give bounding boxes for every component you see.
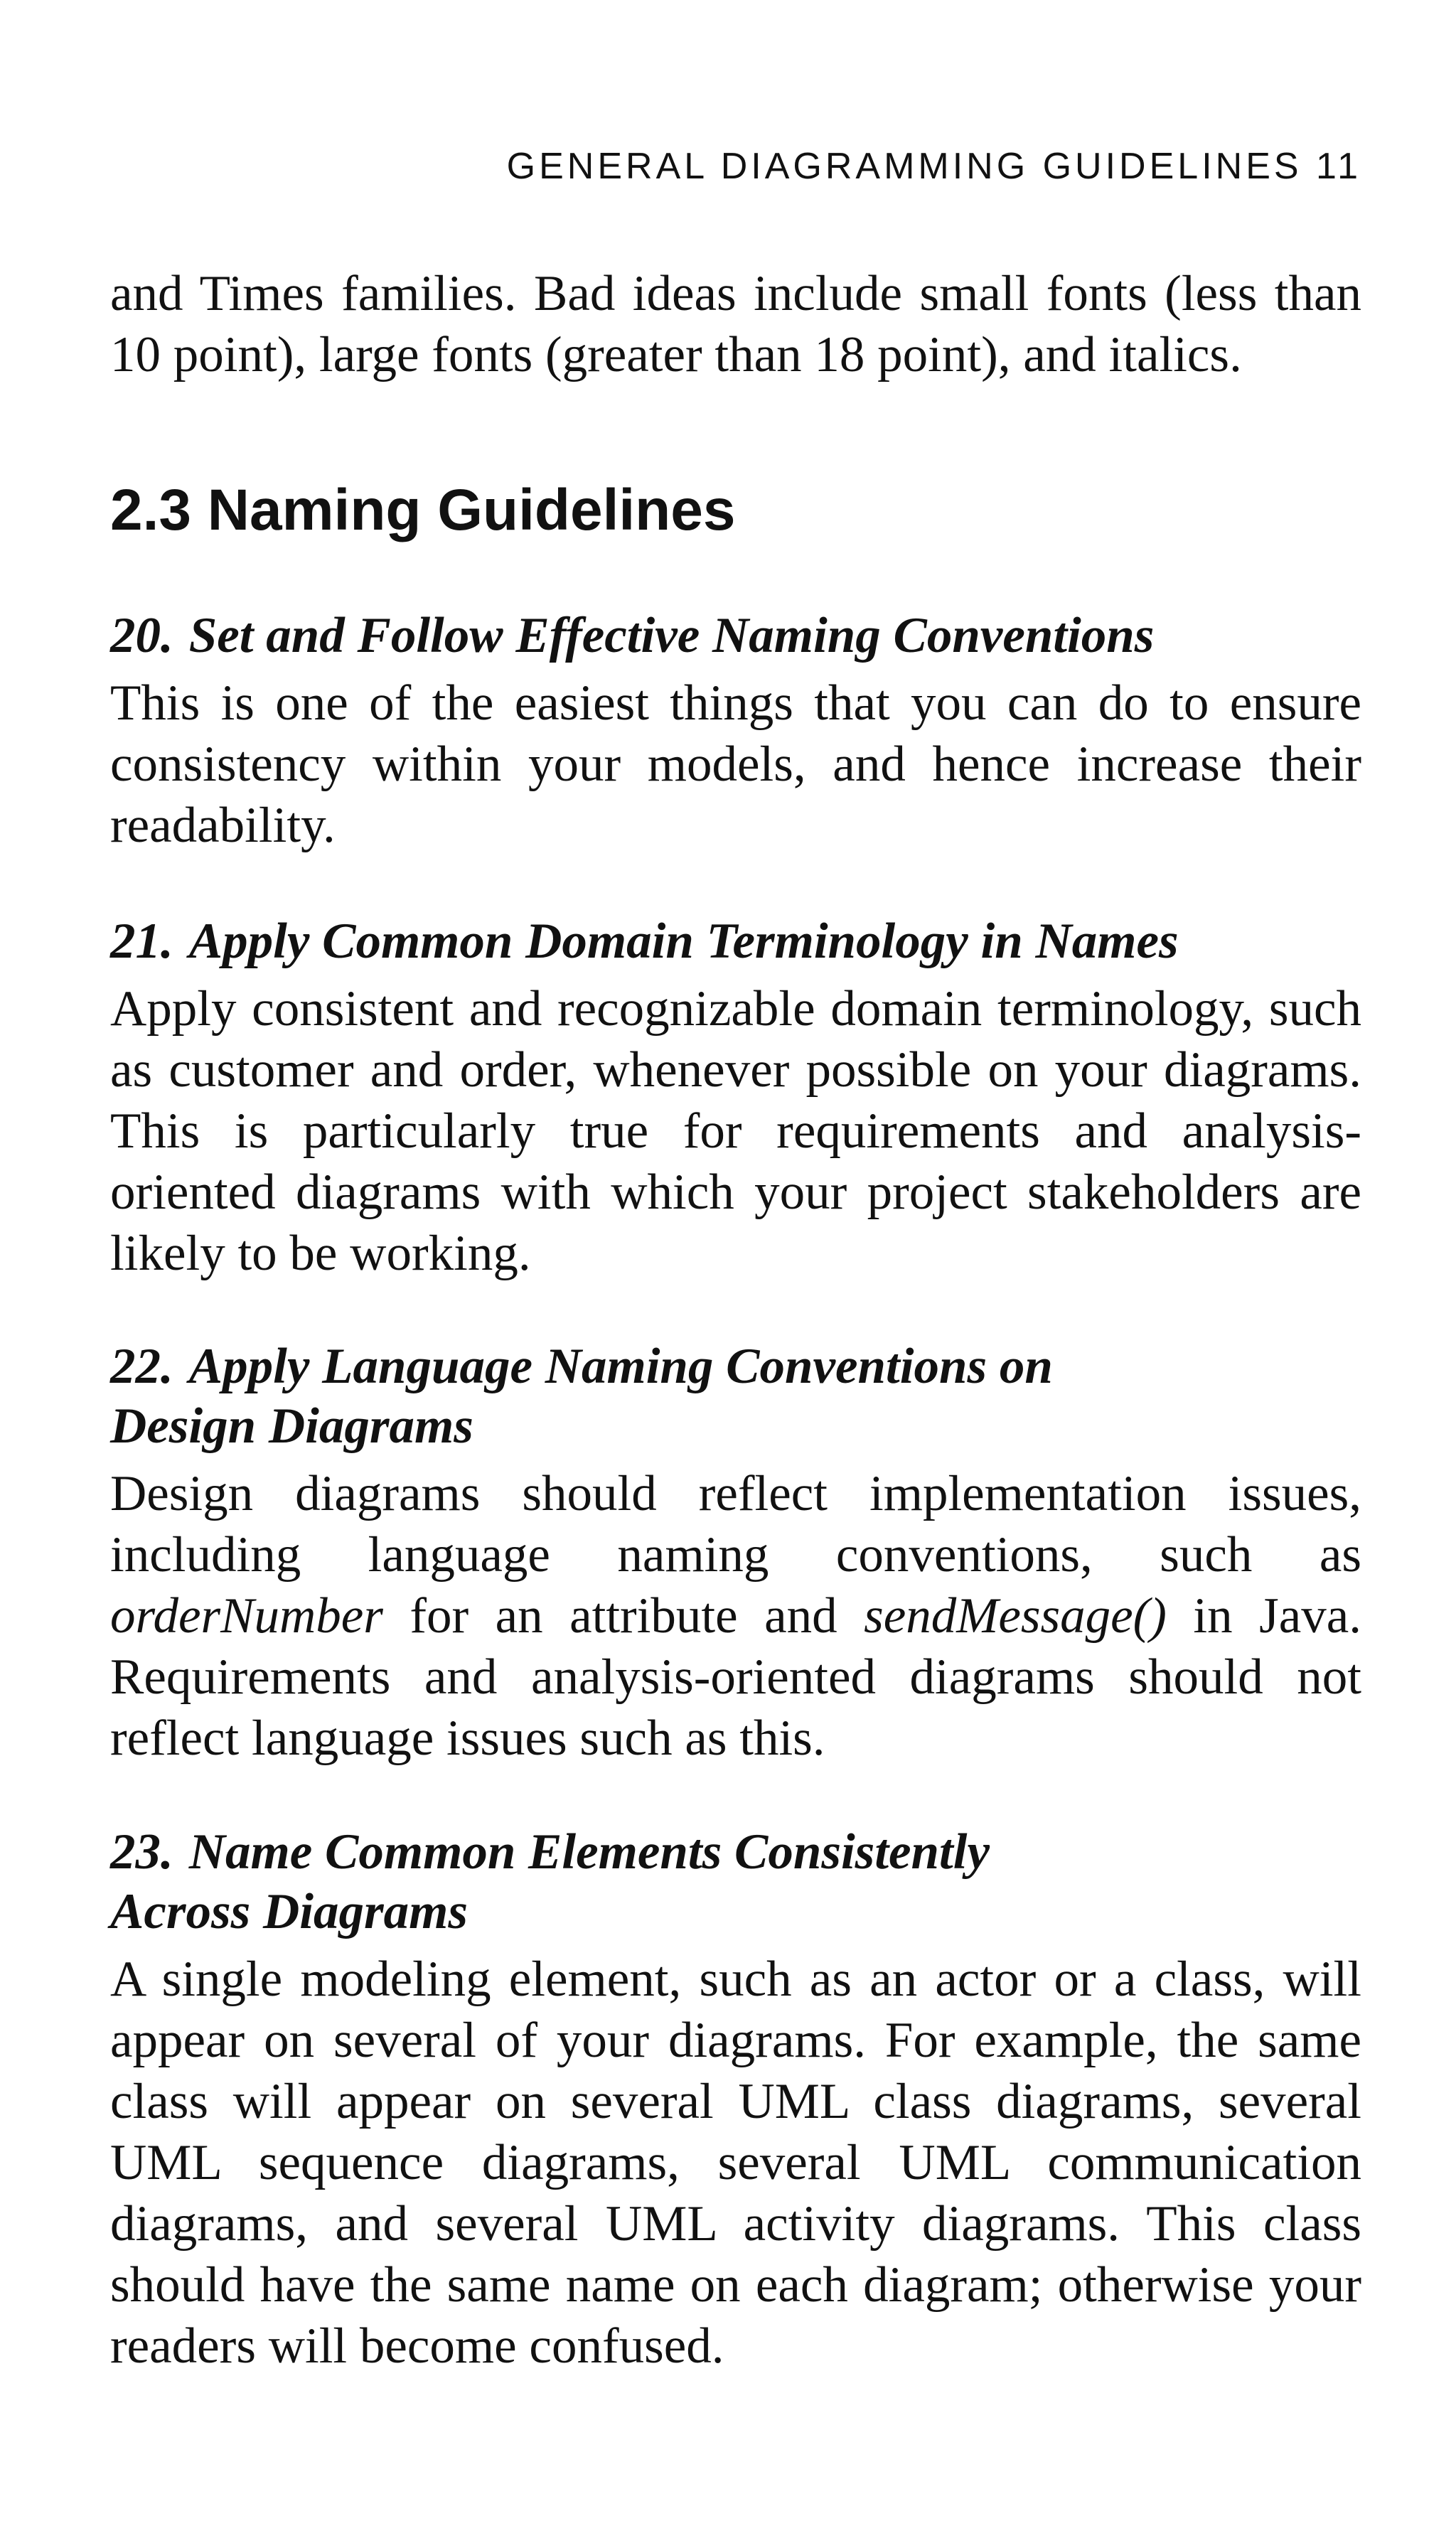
guideline-title: Apply Common Domain Terminology in Names [188, 914, 1179, 969]
guideline-20 [110, 606, 1361, 856]
guideline-body [110, 1463, 1361, 1769]
running-head: GENERAL DIAGRAMMING GUIDELINES 11 [506, 146, 1361, 187]
guideline-title-line-2: Across Diagrams [110, 1884, 468, 1939]
body-text-segment: Design diagrams should reflect implementation issues, including language naming conventions, such as [110, 1466, 1361, 1583]
guideline-number: 22. [110, 1339, 173, 1394]
guideline-22 [110, 1337, 1361, 1769]
guideline-number: 21. [110, 914, 173, 969]
body-text-segment: for an attribute and [382, 1588, 864, 1644]
guideline-body: This is one of the easiest things that you can do to ensure consistency within your models, and hence increase their readability. [110, 675, 1361, 853]
section-title: Naming Guidelines [207, 478, 736, 542]
guideline-number: 20. [110, 608, 173, 663]
code-identifier: orderNumber [110, 1588, 383, 1644]
lead-paragraph: and Times families. Bad ideas include small fonts (less than 10 point), large fonts (greater than 18 point), and italics. [110, 266, 1361, 382]
guideline-23 [110, 1822, 1361, 2377]
guideline-21 [110, 911, 1361, 1284]
guideline-heading [110, 911, 1361, 971]
section-heading [110, 475, 735, 546]
section-number: 2.3 [110, 478, 191, 542]
guideline-body: Apply consistent and recognizable domain terminology, such as customer and order, whenever possible on your diagrams. This is particularly true for requirements and analysis-oriented diagrams with which your project stakeholders are likely to be working. [110, 981, 1361, 1281]
guideline-title: Set and Follow Effective Naming Conventions [188, 608, 1155, 663]
guideline-title-line-1: Apply Language Naming Conventions on [188, 1339, 1053, 1394]
guideline-number: 23. [110, 1824, 173, 1880]
code-identifier: sendMessage() [864, 1588, 1167, 1644]
guideline-title-line-1: Name Common Elements Consistently [188, 1824, 990, 1880]
guideline-heading [110, 1337, 1361, 1456]
guideline-heading [110, 606, 1361, 665]
guideline-title-line-2: Design Diagrams [110, 1398, 473, 1454]
guideline-heading [110, 1822, 1361, 1942]
body-text-segment: in Java. Requirements and analysis-oriented diagrams should not reflect language issues such as this. [110, 1588, 1361, 1766]
guideline-body: A single modeling element, such as an actor or a class, will appear on several of your diagrams. For example, the same class will appear on several UML class diagrams, several UML sequence diagrams, several UML communication diagrams, and several UML activity diagrams. This class should have the same name on each diagram; otherwise your readers will become confused. [110, 1952, 1361, 2374]
